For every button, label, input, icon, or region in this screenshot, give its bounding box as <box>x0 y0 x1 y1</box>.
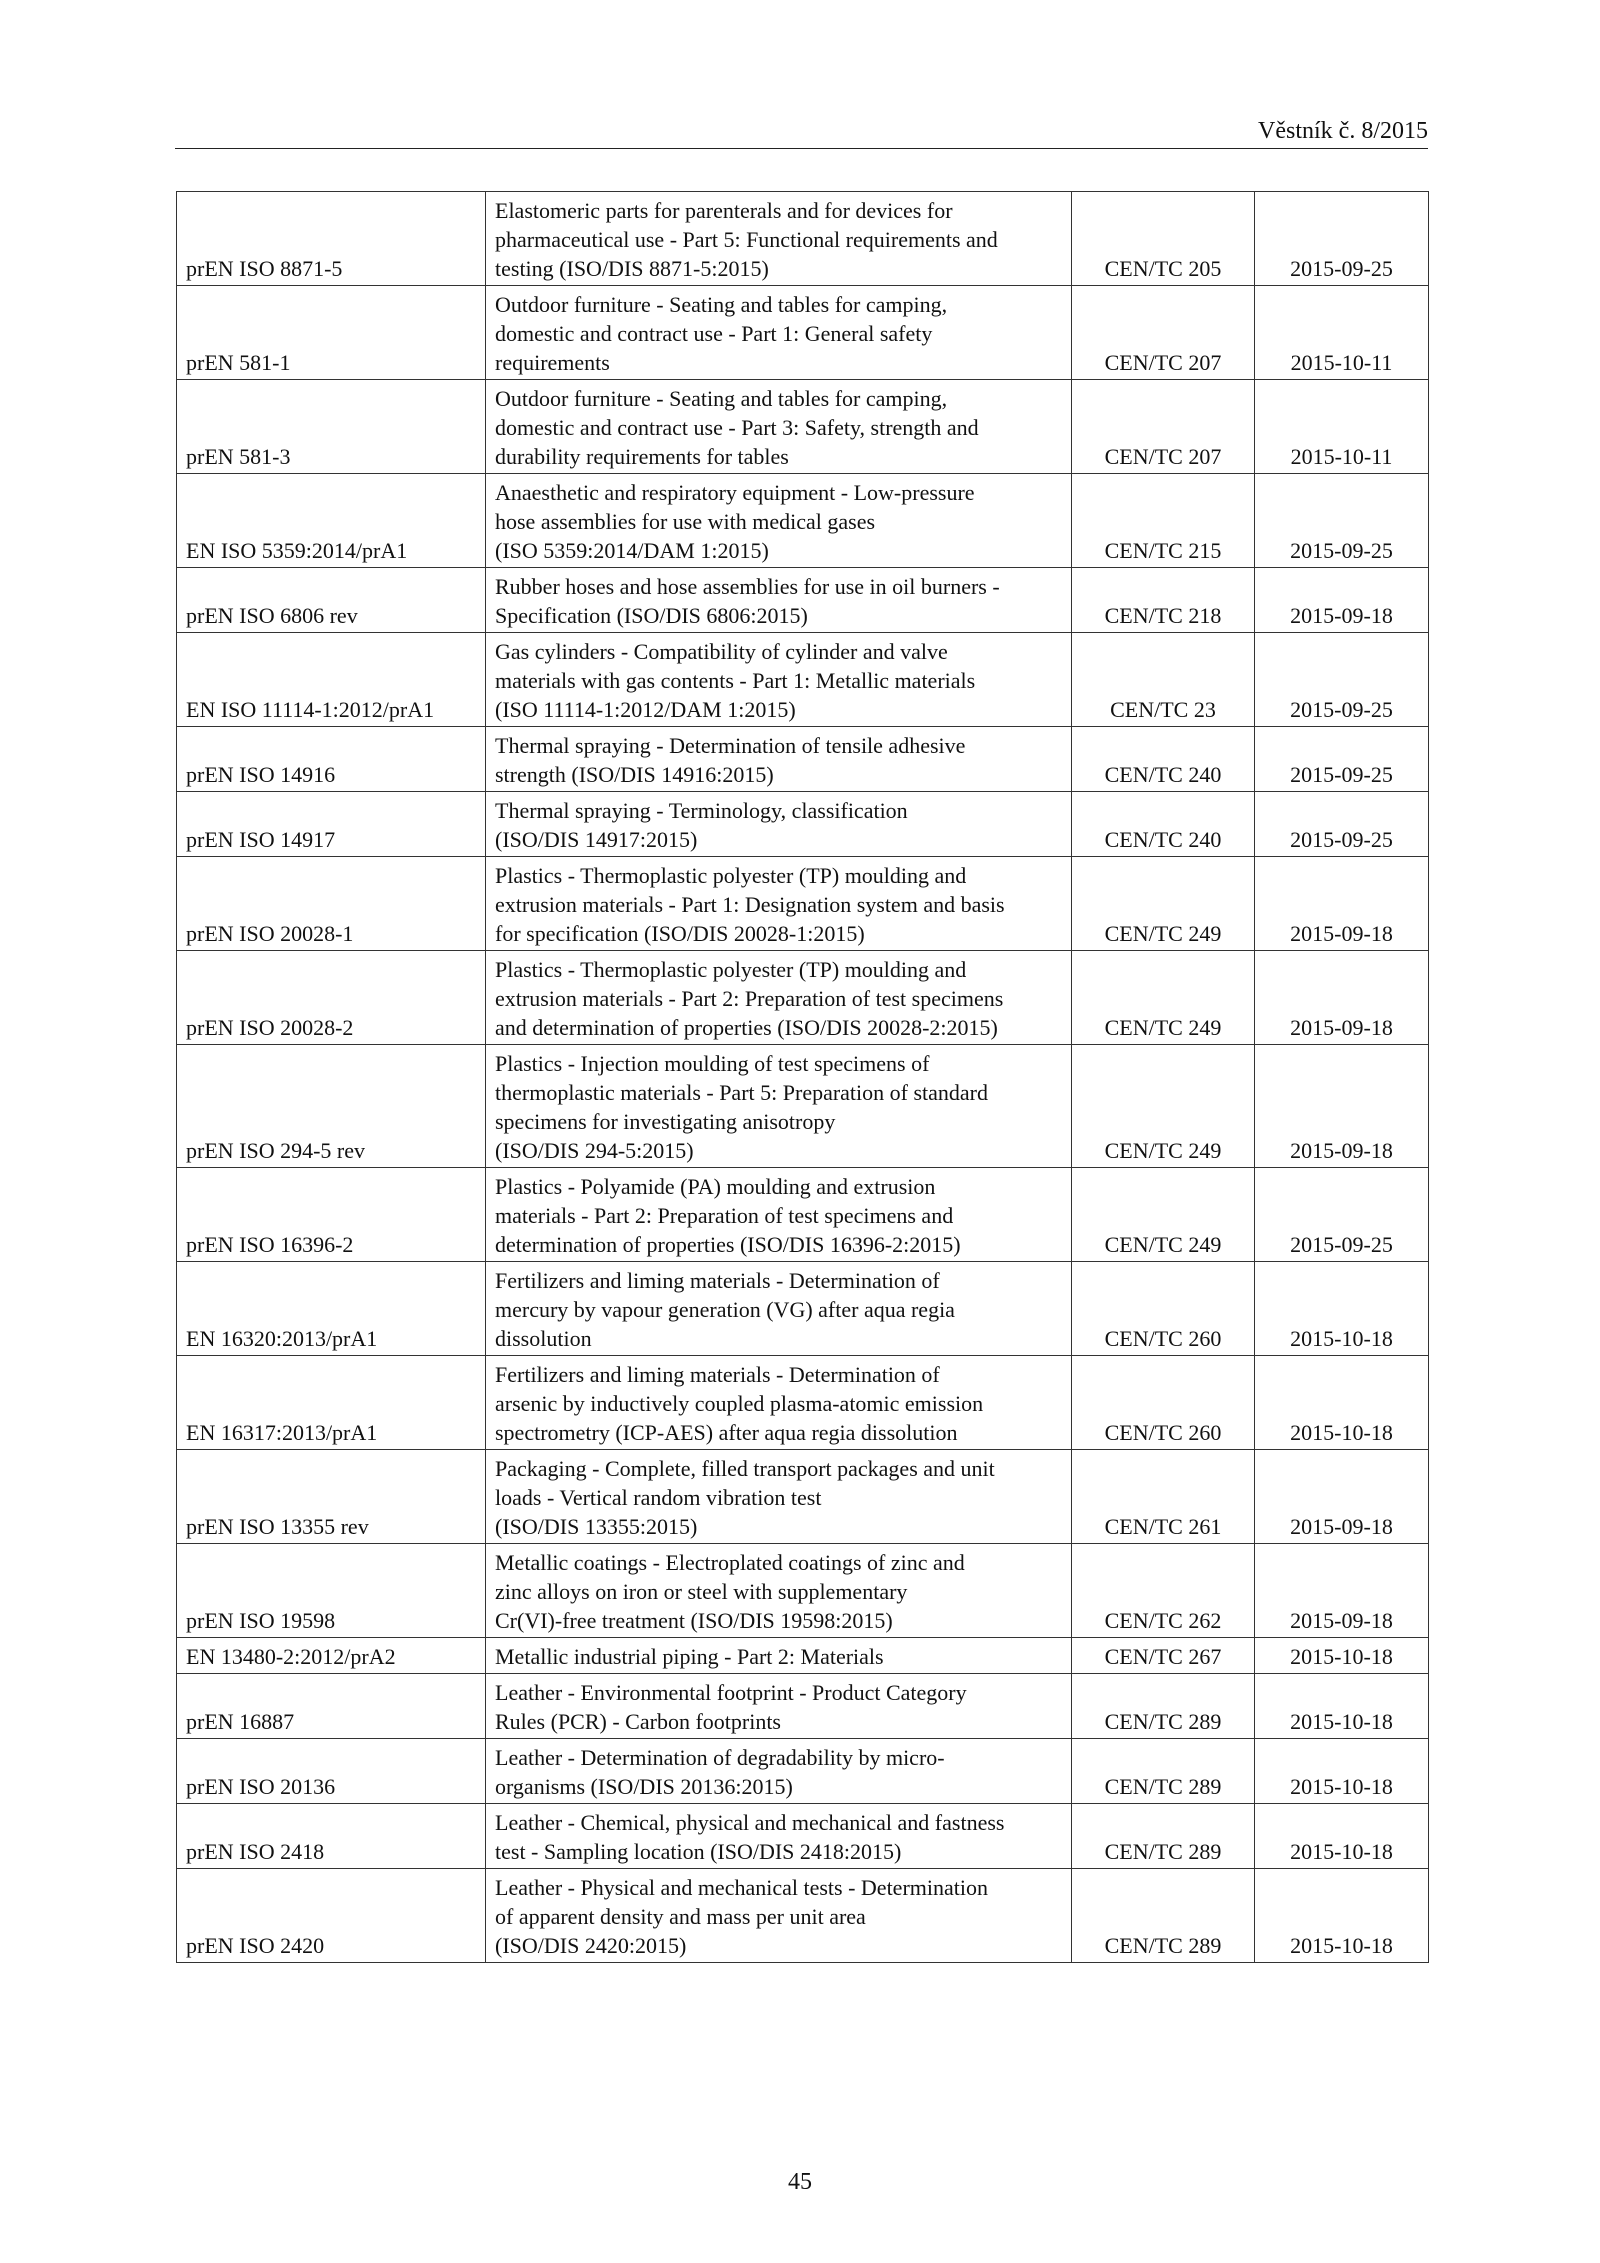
table-row <box>177 1638 1429 1674</box>
technical-committee-cell: CEN/TC 249 <box>1072 1045 1255 1168</box>
deadline-date-cell: 2015-09-18 <box>1255 1450 1429 1544</box>
table-row <box>177 192 1429 286</box>
deadline-date-cell: 2015-10-18 <box>1255 1638 1429 1674</box>
standard-title-cell: Rubber hoses and hose assemblies for use in oil burners - Specification (ISO/DIS 6806:2015) <box>486 568 1072 633</box>
standard-code-cell: prEN ISO 19598 <box>177 1544 486 1638</box>
deadline-date-cell: 2015-09-18 <box>1255 1045 1429 1168</box>
standards-table <box>176 191 1429 1963</box>
deadline-date-cell: 2015-10-18 <box>1255 1739 1429 1804</box>
standard-code-cell: prEN 16887 <box>177 1674 486 1739</box>
journal-title: Věstník č. 8/2015 <box>1258 118 1428 144</box>
standard-title-cell: Plastics - Thermoplastic polyester (TP) moulding and extrusion materials - Part 1: Designation system and basis for specification (ISO/DIS 20028-1:2015) <box>486 857 1072 951</box>
deadline-date-cell: 2015-09-25 <box>1255 727 1429 792</box>
deadline-date-cell: 2015-10-11 <box>1255 380 1429 474</box>
standard-code-cell: prEN ISO 8871-5 <box>177 192 486 286</box>
deadline-date-cell: 2015-10-18 <box>1255 1869 1429 1963</box>
standard-code-cell: EN ISO 5359:2014/prA1 <box>177 474 486 568</box>
standard-code-cell: prEN ISO 2418 <box>177 1804 486 1869</box>
page-number: 45 <box>788 2169 812 2195</box>
technical-committee-cell: CEN/TC 240 <box>1072 727 1255 792</box>
technical-committee-cell: CEN/TC 207 <box>1072 286 1255 380</box>
deadline-date-cell: 2015-09-25 <box>1255 633 1429 727</box>
table-row <box>177 1262 1429 1356</box>
technical-committee-cell: CEN/TC 240 <box>1072 792 1255 857</box>
standard-title-cell: Elastomeric parts for parenterals and for devices for pharmaceutical use - Part 5: Functional requirements and testing (ISO/DIS 8871-5:2015) <box>486 192 1072 286</box>
technical-committee-cell: CEN/TC 260 <box>1072 1356 1255 1450</box>
table-row <box>177 1869 1429 1963</box>
deadline-date-cell: 2015-09-18 <box>1255 951 1429 1045</box>
technical-committee-cell: CEN/TC 23 <box>1072 633 1255 727</box>
standard-title-cell: Leather - Determination of degradability by micro- organisms (ISO/DIS 20136:2015) <box>486 1739 1072 1804</box>
standard-code-cell: prEN ISO 20028-1 <box>177 857 486 951</box>
technical-committee-cell: CEN/TC 289 <box>1072 1869 1255 1963</box>
table-row <box>177 1450 1429 1544</box>
standard-title-cell: Leather - Environmental footprint - Product Category Rules (PCR) - Carbon footprints <box>486 1674 1072 1739</box>
technical-committee-cell: CEN/TC 261 <box>1072 1450 1255 1544</box>
standard-title-cell: Metallic coatings - Electroplated coatings of zinc and zinc alloys on iron or steel with supplementary Cr(VI)-free treatment (ISO/DIS 19598:2015) <box>486 1544 1072 1638</box>
deadline-date-cell: 2015-10-11 <box>1255 286 1429 380</box>
standard-title-cell: Outdoor furniture - Seating and tables for camping, domestic and contract use - Part 3: Safety, strength and durability requirements for tables <box>486 380 1072 474</box>
table-row <box>177 1674 1429 1739</box>
page-header <box>175 112 1428 149</box>
technical-committee-cell: CEN/TC 249 <box>1072 1168 1255 1262</box>
technical-committee-cell: CEN/TC 215 <box>1072 474 1255 568</box>
technical-committee-cell: CEN/TC 207 <box>1072 380 1255 474</box>
table-row <box>177 792 1429 857</box>
standard-title-cell: Thermal spraying - Terminology, classification (ISO/DIS 14917:2015) <box>486 792 1072 857</box>
deadline-date-cell: 2015-09-25 <box>1255 474 1429 568</box>
standard-title-cell: Packaging - Complete, filled transport packages and unit loads - Vertical random vibration test (ISO/DIS 13355:2015) <box>486 1450 1072 1544</box>
table-row <box>177 633 1429 727</box>
technical-committee-cell: CEN/TC 289 <box>1072 1739 1255 1804</box>
table-row <box>177 1045 1429 1168</box>
table-row <box>177 1168 1429 1262</box>
technical-committee-cell: CEN/TC 249 <box>1072 857 1255 951</box>
standard-code-cell: prEN ISO 13355 rev <box>177 1450 486 1544</box>
table-row <box>177 380 1429 474</box>
deadline-date-cell: 2015-09-25 <box>1255 192 1429 286</box>
table-row <box>177 1544 1429 1638</box>
standard-code-cell: prEN ISO 6806 rev <box>177 568 486 633</box>
standard-title-cell: Metallic industrial piping - Part 2: Materials <box>486 1638 1072 1674</box>
standard-code-cell: prEN ISO 20136 <box>177 1739 486 1804</box>
table-row <box>177 951 1429 1045</box>
technical-committee-cell: CEN/TC 267 <box>1072 1638 1255 1674</box>
table-row <box>177 1356 1429 1450</box>
standard-code-cell: EN 13480-2:2012/prA2 <box>177 1638 486 1674</box>
standard-title-cell: Outdoor furniture - Seating and tables for camping, domestic and contract use - Part 1: General safety requirements <box>486 286 1072 380</box>
table-row <box>177 727 1429 792</box>
table-row <box>177 1804 1429 1869</box>
standard-title-cell: Thermal spraying - Determination of tensile adhesive strength (ISO/DIS 14916:2015) <box>486 727 1072 792</box>
standard-code-cell: prEN ISO 14917 <box>177 792 486 857</box>
table-row <box>177 857 1429 951</box>
deadline-date-cell: 2015-09-18 <box>1255 857 1429 951</box>
technical-committee-cell: CEN/TC 205 <box>1072 192 1255 286</box>
standard-code-cell: prEN ISO 14916 <box>177 727 486 792</box>
standard-title-cell: Anaesthetic and respiratory equipment - Low-pressure hose assemblies for use with medical gases (ISO 5359:2014/DAM 1:2015) <box>486 474 1072 568</box>
standard-title-cell: Plastics - Injection moulding of test specimens of thermoplastic materials - Part 5: Preparation of standard specimens for investigating anisotropy (ISO/DIS 294-5:2015) <box>486 1045 1072 1168</box>
standard-code-cell: prEN ISO 16396-2 <box>177 1168 486 1262</box>
standard-title-cell: Leather - Chemical, physical and mechanical and fastness test - Sampling location (ISO/DIS 2418:2015) <box>486 1804 1072 1869</box>
standard-code-cell: EN ISO 11114-1:2012/prA1 <box>177 633 486 727</box>
standard-title-cell: Fertilizers and liming materials - Determination of arsenic by inductively coupled plasma-atomic emission spectrometry (ICP-AES) after aqua regia dissolution <box>486 1356 1072 1450</box>
deadline-date-cell: 2015-10-18 <box>1255 1674 1429 1739</box>
deadline-date-cell: 2015-09-18 <box>1255 1544 1429 1638</box>
technical-committee-cell: CEN/TC 218 <box>1072 568 1255 633</box>
standard-title-cell: Fertilizers and liming materials - Determination of mercury by vapour generation (VG) after aqua regia dissolution <box>486 1262 1072 1356</box>
deadline-date-cell: 2015-09-25 <box>1255 1168 1429 1262</box>
technical-committee-cell: CEN/TC 289 <box>1072 1674 1255 1739</box>
table-row <box>177 1739 1429 1804</box>
standard-title-cell: Leather - Physical and mechanical tests - Determination of apparent density and mass per unit area (ISO/DIS 2420:2015) <box>486 1869 1072 1963</box>
standard-code-cell: prEN ISO 294-5 rev <box>177 1045 486 1168</box>
table-row <box>177 568 1429 633</box>
technical-committee-cell: CEN/TC 260 <box>1072 1262 1255 1356</box>
deadline-date-cell: 2015-10-18 <box>1255 1262 1429 1356</box>
standard-code-cell: prEN 581-3 <box>177 380 486 474</box>
standard-code-cell: EN 16320:2013/prA1 <box>177 1262 486 1356</box>
technical-committee-cell: CEN/TC 249 <box>1072 951 1255 1045</box>
standard-code-cell: prEN ISO 2420 <box>177 1869 486 1963</box>
standard-code-cell: EN 16317:2013/prA1 <box>177 1356 486 1450</box>
standard-code-cell: prEN 581-1 <box>177 286 486 380</box>
standards-table-body <box>177 192 1429 1963</box>
standard-title-cell: Plastics - Thermoplastic polyester (TP) moulding and extrusion materials - Part 2: Preparation of test specimens and determination of properties (ISO/DIS 20028-2:2015) <box>486 951 1072 1045</box>
deadline-date-cell: 2015-10-18 <box>1255 1804 1429 1869</box>
technical-committee-cell: CEN/TC 262 <box>1072 1544 1255 1638</box>
table-row <box>177 474 1429 568</box>
deadline-date-cell: 2015-09-18 <box>1255 568 1429 633</box>
standard-title-cell: Gas cylinders - Compatibility of cylinder and valve materials with gas contents - Part 1: Metallic materials (ISO 11114-1:2012/DAM 1:2015) <box>486 633 1072 727</box>
deadline-date-cell: 2015-09-25 <box>1255 792 1429 857</box>
standard-code-cell: prEN ISO 20028-2 <box>177 951 486 1045</box>
standard-title-cell: Plastics - Polyamide (PA) moulding and extrusion materials - Part 2: Preparation of test specimens and determination of properties (ISO/DIS 16396-2:2015) <box>486 1168 1072 1262</box>
deadline-date-cell: 2015-10-18 <box>1255 1356 1429 1450</box>
table-row <box>177 286 1429 380</box>
technical-committee-cell: CEN/TC 289 <box>1072 1804 1255 1869</box>
